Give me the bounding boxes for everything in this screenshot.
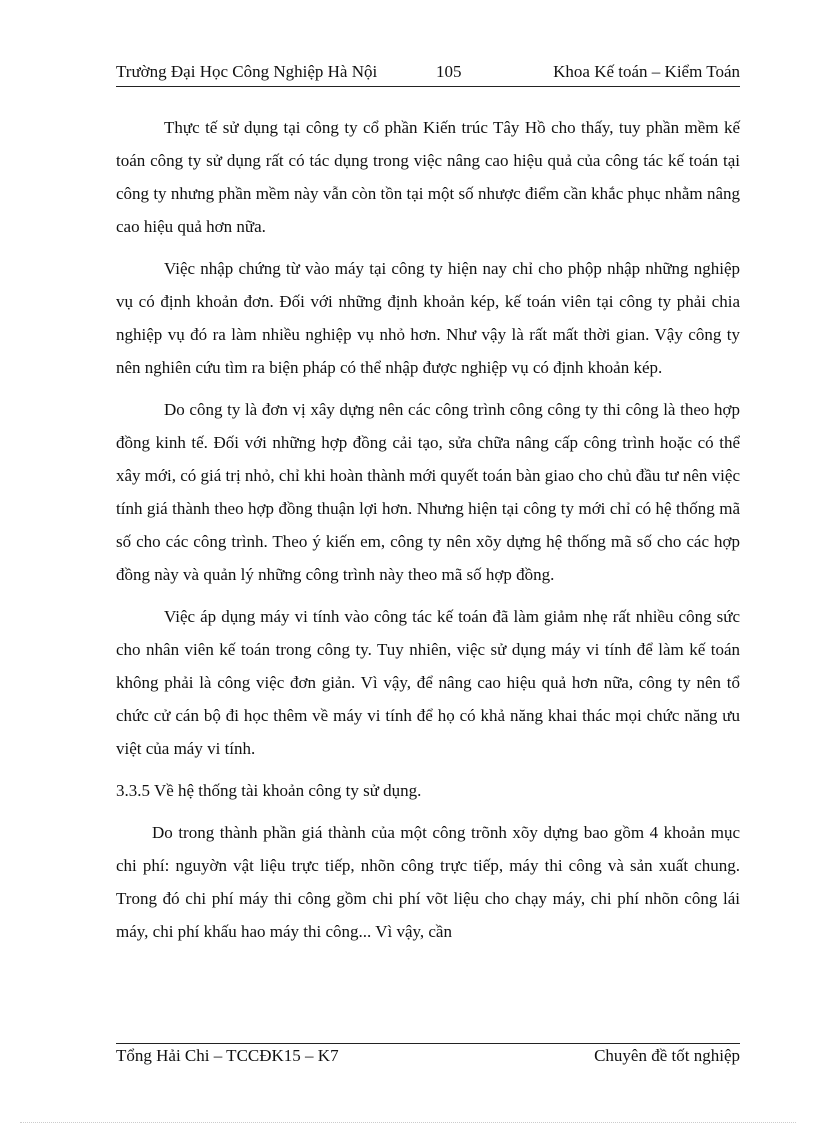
header-department: Khoa Kế toán – Kiểm Toán <box>553 62 740 81</box>
document-body <box>116 111 740 957</box>
paragraph: Thực tế sử dụng tại công ty cổ phần Kiến trúc Tây Hồ cho thấy, tuy phần mềm kế toán công ty sử dụng rất có tác dụng trong việc nâng cao hiệu quả của công tác kế toán tại công ty nhưng phần mềm này vẫn còn tồn tại một số nhược điểm cần khắc phục nhằm nâng cao hiệu quả hơn nữa. <box>116 118 740 236</box>
footer-divider <box>116 1043 740 1044</box>
paragraph: Do công ty là đơn vị xây dựng nên các công trình công công ty thi công là theo hợp đồng kinh tế. Đối với những hợp đồng cải tạo, sửa chữa nâng cấp công trình hoặc có thể xây mới, có giá trị nhỏ, chỉ khi hoàn thành mới quyết toán bàn giao cho chủ đầu tư nên việc tính giá thành theo hợp đồng thuận lợi hơn. Nhưng hiện tại công ty mới chỉ có hệ thống mã số cho các công trình. Theo ý kiến em, công ty nên xõy dựng hệ thống mã số cho các hợp đồng này và quản lý những công trình này theo mã số hợp đồng. <box>116 400 740 584</box>
footer-author: Tổng Hải Chi – TCCĐK15 – K7 <box>116 1046 339 1065</box>
header-school-name: Trường Đại Học Công Nghiệp Hà Nội <box>116 62 378 81</box>
page-header <box>116 62 740 84</box>
footer-document-type: Chuyên đề tốt nghiệp <box>594 1046 740 1065</box>
paragraph: Do trong thành phần giá thành của một công trõnh xõy dựng bao gồm 4 khoản mục chi phí: nguyờn vật liệu trực tiếp, nhõn công trực tiếp, máy thi công và sản xuất chung. Trong đó chi phí máy thi công gồm chi phí võt liệu cho chạy máy, chi phí nhõn công lái máy, chi phí khấu hao máy thi công... Vì vậy, cần <box>116 823 740 941</box>
paragraph: Việc áp dụng máy vi tính vào công tác kế toán đã làm giảm nhẹ rất nhiều công sức cho nhân viên kế toán trong công ty. Tuy nhiên, việc sử dụng máy vi tính để làm kế toán không phải là công việc đơn giản. Vì vậy, để nâng cao hiệu quả hơn nữa, công ty nên tổ chức cử cán bộ đi học thêm về máy vi tính để họ có khả năng khai thác mọi chức năng ưu việt của máy vi tính. <box>116 607 740 758</box>
header-divider <box>116 86 740 87</box>
paragraph: Việc nhập chứng từ vào máy tại công ty hiện nay chỉ cho phộp nhập những nghiệp vụ có định khoản đơn. Đối với những định khoản kép, kế toán viên tại công ty phải chia nghiệp vụ đó ra làm nhiều nghiệp vụ nhỏ hơn. Như vậy là rất mất thời gian. Vậy công ty nên nghiên cứu tìm ra biện pháp có thể nhập được nghiệp vụ có định khoản kép. <box>116 259 740 377</box>
section-heading: 3.3.5 Về hệ thống tài khoản công ty sử dụng. <box>116 781 422 800</box>
page-number: 105 <box>436 62 462 81</box>
